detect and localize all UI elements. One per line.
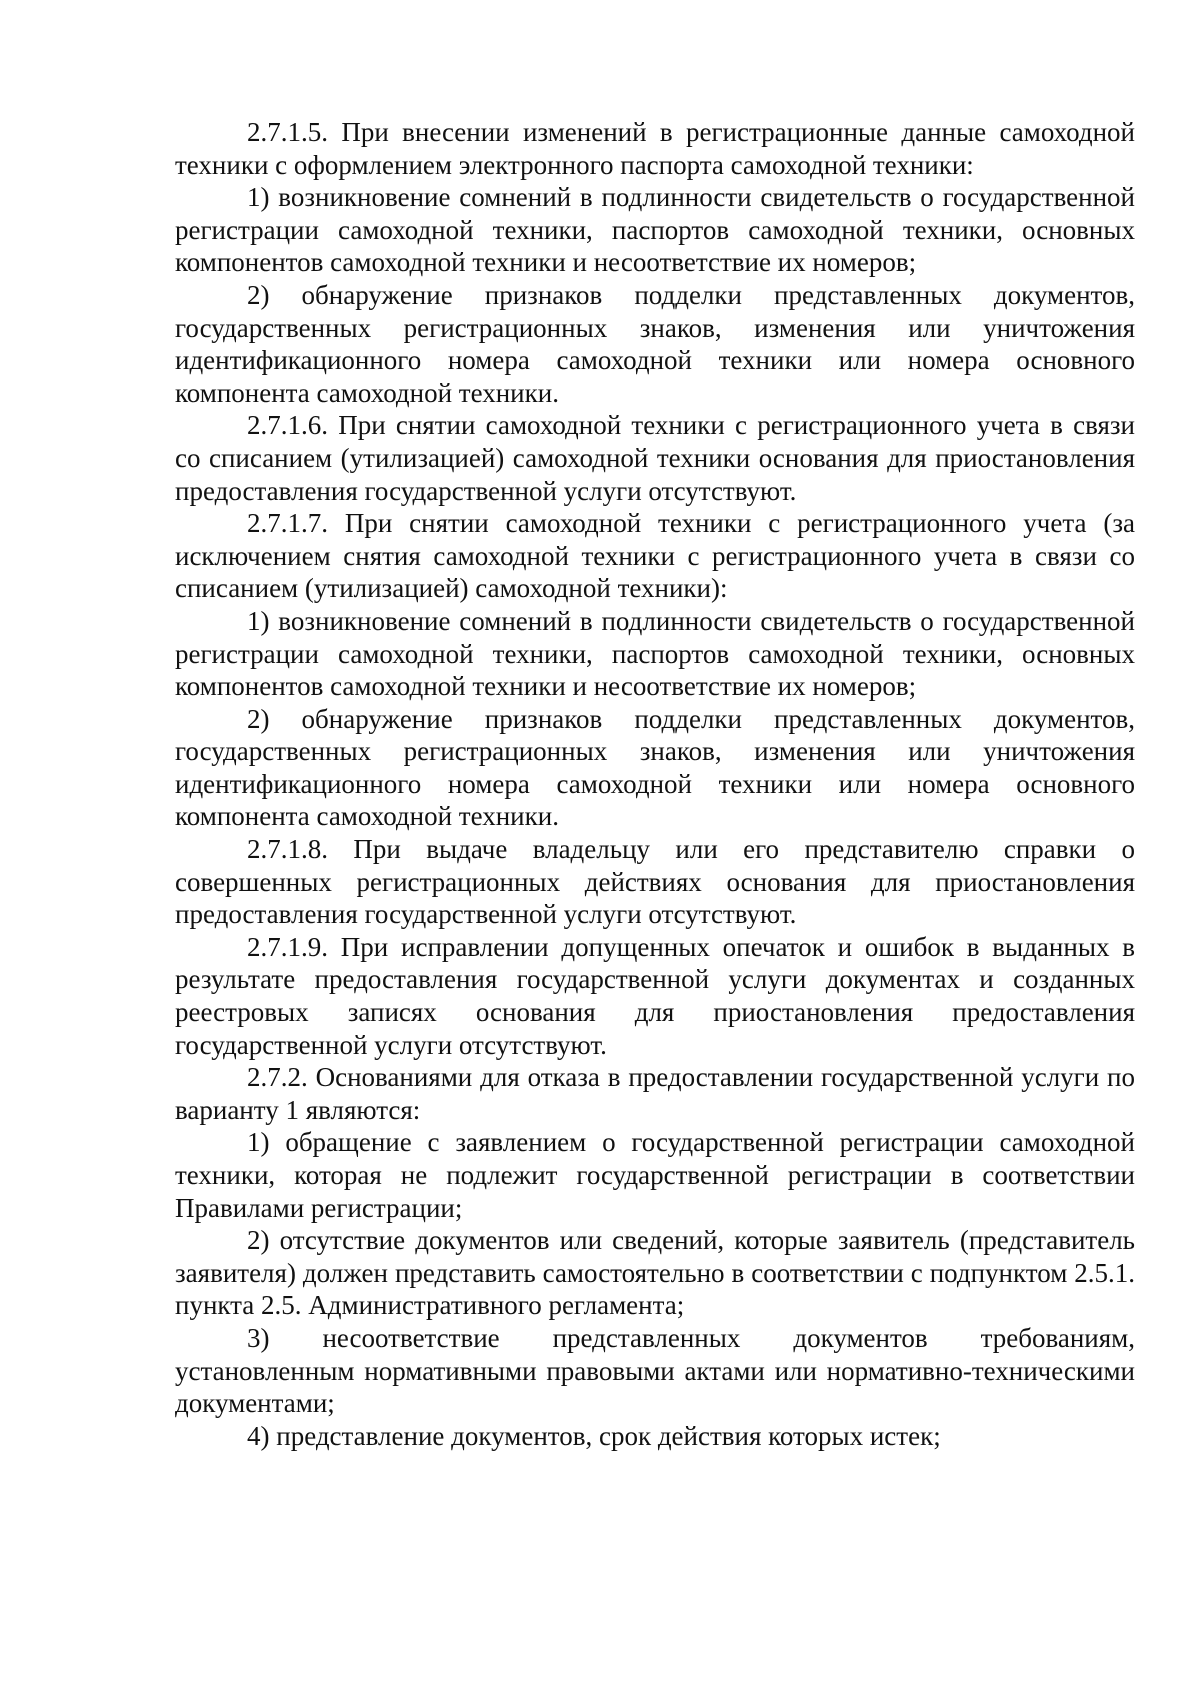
list-item-2: 2) отсутствие документов или сведений, которые заявитель (представитель заявителя) должен представить самостоятельно в соответствии с подпунктом 2.5.1. пункта 2.5. Административного регламента; — [175, 1225, 1135, 1321]
list-item-1: 1) возникновение сомнений в подлинности свидетельств о государственной регистрации самоходной техники, паспортов самоходной техники, основных компонентов самоходной техники и несоответствие их номеров; — [175, 605, 1135, 702]
paragraph-2-7-1-8: 2.7.1.8. При выдаче владельцу или его представителю справки о совершенных регистрационных действиях основания для приостановления предоставления государственной услуги отсутствуют. — [175, 834, 1135, 930]
list-item-2: 2) обнаружение признаков подделки представленных документов, государственных регистрационных знаков, изменения или уничтожения идентификационного номера самоходной техники или номера основного компонента самоходной техники. — [175, 703, 1135, 832]
paragraph-2-7-1-9: 2.7.1.9. При исправлении допущенных опечаток и ошибок в выданных в результате предоставления государственной услуги документах и созданных реестровых записях основания для приостановления предоставления государственной услуги отсутствуют. — [175, 931, 1135, 1060]
list-item-1: 1) обращение с заявлением о государственной регистрации самоходной техники, которая не подлежит государственной регистрации в соответствии Правилами регистрации; — [175, 1127, 1135, 1223]
paragraph-2-7-1-6: 2.7.1.6. При снятии самоходной техники с регистрационного учета в связи со списанием (утилизацией) самоходной техники основания для приостановления предоставления государственной услуги отсутствуют. — [175, 410, 1135, 506]
paragraph-2-7-1-7: 2.7.1.7. При снятии самоходной техники с регистрационного учета (за исключением снятия самоходной техники с регистрационного учета в связи со списанием (утилизацией) самоходной техники): — [175, 508, 1135, 604]
list-item-3: 3) несоответствие представленных документов требованиям, установленным нормативными правовыми актами или нормативно-техническими документами; — [175, 1322, 1135, 1419]
paragraph-2-7-2: 2.7.2. Основаниями для отказа в предоставлении государственной услуги по варианту 1 являются: — [175, 1062, 1135, 1125]
document-body — [175, 116, 1135, 1452]
paragraph-2-7-1-5: 2.7.1.5. При внесении изменений в регистрационные данные самоходной техники с оформлением электронного паспорта самоходной техники: — [175, 117, 1135, 180]
list-item-1: 1) возникновение сомнений в подлинности свидетельств о государственной регистрации самоходной техники, паспортов самоходной техники, основных компонентов самоходной техники и несоответствие их номеров; — [175, 182, 1135, 278]
list-item-4: 4) представление документов, срок действия которых истек; — [247, 1420, 941, 1451]
list-item-2: 2) обнаружение признаков подделки представленных документов, государственных регистрационных знаков, изменения или уничтожения идентификационного номера самоходной техники или номера основного компонента самоходной техники. — [175, 279, 1135, 408]
